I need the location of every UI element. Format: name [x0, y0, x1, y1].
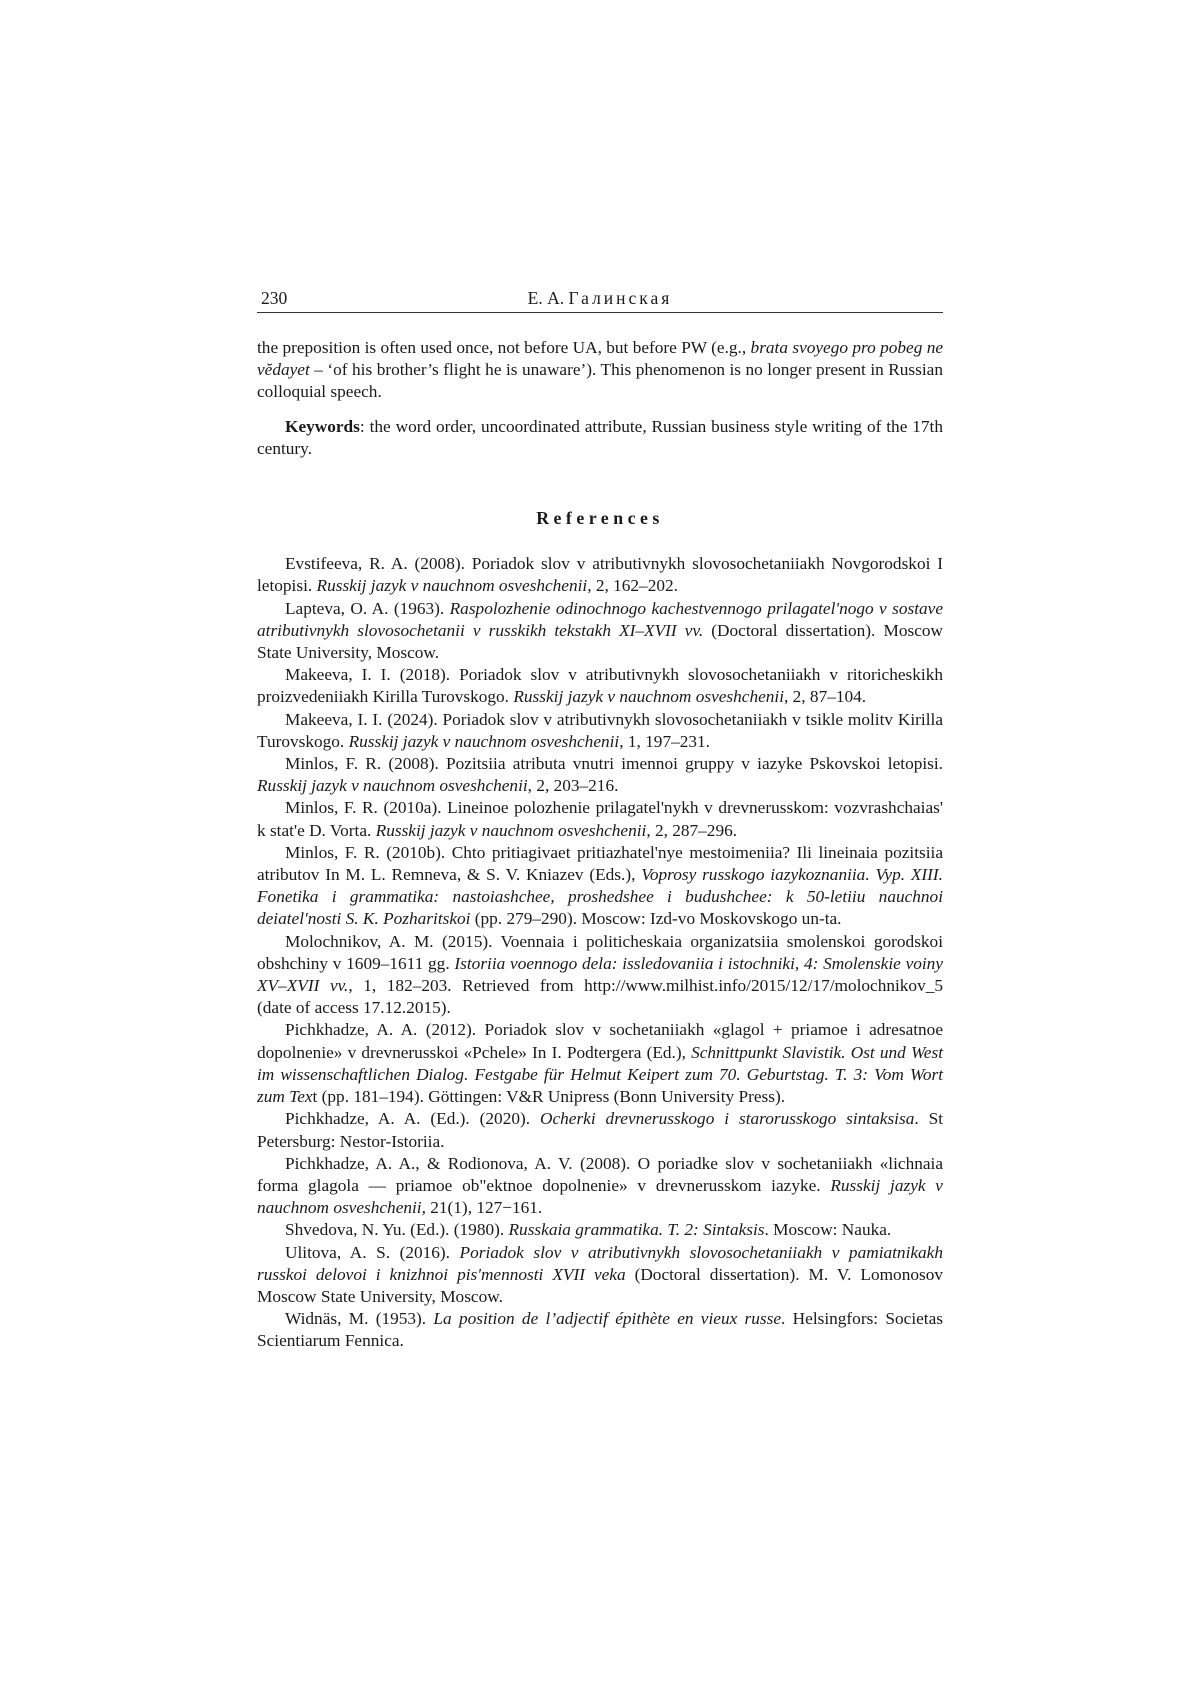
reference-text: Pichkhadze, A. A., & Rodionova, A. V. (2008). O poriadke slov v sochetaniiakh «lichnaia forma glagola — priamoe ob"ektnoe dopolnenie» v drevnerusskom iazyke. [257, 1153, 943, 1195]
reference-item [257, 598, 943, 665]
reference-text: , 2, 287–296. [646, 820, 738, 840]
author-surname: Галинская [568, 288, 673, 308]
journal-page [257, 286, 943, 1353]
reference-title: Russkij jazyk v nauchnom osveshchenii [316, 576, 588, 596]
reference-text: Minlos, F. R. (2008). Pozitsiia atributa vnutri imennoi gruppy v iazyke Pskovskoi letopisi. [285, 754, 943, 774]
reference-title: Russkij jazyk v nauchnom osveshchenii [257, 776, 528, 796]
reference-title: Russkij jazyk v nauchnom osveshchenii [348, 731, 620, 751]
reference-title: Russkij jazyk v nauchnom osveshchenii, [257, 1175, 943, 1218]
reference-text: (Doctoral dissertation). M. V. Lomonosov Moscow State University, Moscow. [257, 1264, 943, 1306]
reference-title: Poriadok slov v atributivnykh slovosochetaniiakh v pamiatnikakh russkoi delovoi i knizhnoi pis'mennosti XVII veka [257, 1242, 943, 1284]
reference-title: Russkaia grammatika. T. 2: Sintaksis [508, 1220, 765, 1240]
reference-text: , 2, 203–216. [527, 776, 619, 796]
keywords-text: : the word order, uncoordinated attribute, Russian business style writing of the 17th century. [257, 416, 943, 458]
reference-title: La position de l’adjectif épithète en vieux russe [433, 1309, 782, 1329]
reference-text: (pp. 279–290). Moscow: Izd-vo Moskovskogo un-ta. [470, 909, 842, 929]
reference-text: , 2, 162–202. [587, 576, 678, 596]
reference-title: Schnittpunkt Slavistik. Ost und West im wissenschaftlichen Dialog. Festgabe für Helmut Keipert zum 70. Geburtstag. T. 3: Vom Wort zum Tex [257, 1042, 943, 1107]
reference-text: . Moscow: Nauka. [764, 1220, 892, 1240]
reference-item [257, 1108, 943, 1152]
reference-text: , 2, 87–104. [784, 687, 867, 707]
reference-title: Voprosy russkogo iazykoznaniia. Vyp. XIII. Fonetika i grammatika: nastoiashchee, proshedshee i budushchee: k 50-letiiu nauchnoi deiatel'nosti S. K. Pozharitskoi [257, 865, 943, 929]
keywords-label: Keywords [285, 416, 360, 436]
references-heading: References [536, 508, 664, 529]
running-author [257, 286, 943, 310]
reference-item [257, 797, 943, 841]
reference-text: (Doctoral dissertation). Moscow State University, Moscow. [257, 620, 943, 663]
reference-item [257, 553, 943, 597]
reference-text: t (pp. 181–194). Göttingen: V&R Unipress (Bonn University Press). [312, 1087, 786, 1107]
reference-title: Russkij jazyk v nauchnom osveshchenii [513, 687, 784, 707]
reference-text: Pichkhadze, A. A. (Ed.). (2020). [285, 1109, 540, 1129]
reference-item [257, 1308, 943, 1352]
reference-title: Istoriia voennogo dela: issledovaniia i istochniki, 4: Smolenskie voiny XV–XVII vv. [257, 953, 943, 996]
running-header [257, 286, 943, 313]
reference-text: , 1, 197–231. [619, 731, 710, 751]
reference-title: Russkij jazyk v nauchnom osveshchenii [375, 820, 647, 840]
reference-item [257, 1219, 943, 1241]
reference-text: Evstifeeva, R. A. (2008). Poriadok slov v atributivnykh slovosochetaniiakh Novgorodskoi I letopisi. [257, 554, 943, 596]
reference-item [257, 1019, 943, 1108]
reference-title: Ocherki drevnerusskogo i starorusskogo sintaksisa [539, 1109, 915, 1129]
reference-text: Makeeva, I. I. (2024). Poriadok slov v atributivnykh slovosochetaniiakh v tsikle molitv Kirilla Turovskogo. [257, 709, 943, 751]
abstract-example: brata svoyego pro pobeg ne vĕdayet [257, 338, 944, 380]
reference-text: Widnäs, M. (1953). [285, 1309, 434, 1329]
reference-list [257, 553, 943, 1352]
reference-item [257, 753, 943, 797]
author-initials: Е. А. [527, 288, 565, 308]
reference-text: Shvedova, N. Yu. (Ed.). (1980). [285, 1220, 509, 1240]
reference-text: Makeeva, I. I. (2018). Poriadok slov v atributivnykh slovosochetaniiakh v ritoricheskikh proizvedeniiakh Kirilla Turovskogo. [257, 665, 943, 707]
keywords-paragraph [257, 416, 943, 460]
reference-title: Raspolozhenie odinochnogo kachestvennogo prilagatel'nogo v sostave atributivnykh slovosochetanii v russkikh tekstakh XI–XVII vv. [257, 598, 943, 640]
reference-item [257, 664, 943, 708]
reference-text: . Helsingfors: Societas Scientiarum Fennica. [257, 1309, 943, 1351]
abstract-text-before: the preposition is often used once, not before UA, but before PW (e.g., [257, 338, 751, 357]
reference-text: 21(1), 127−161. [425, 1198, 543, 1218]
page-number: 230 [261, 288, 288, 308]
reference-text: Molochnikov, A. M. (2015). Voennaia i politicheskaia organizatsiia smolenskoi gorodskoi obshchiny v 1609–1611 gg. [257, 931, 943, 973]
reference-item [257, 1242, 943, 1309]
abstract-text-after: – ‘of his brother’s flight he is unaware’). This phenomenon is no longer present in Russian colloquial speech. [257, 360, 943, 402]
abstract-continuation [257, 337, 943, 404]
reference-text: Pichkhadze, A. A. (2012). Poriadok slov v sochetaniiakh «glagol + priamoe i adresatnoe dopolnenie» v drevnerusskoi «Pchele» In I. Podtergera (Ed.), [257, 1020, 943, 1062]
reference-item [257, 1153, 943, 1220]
reference-text: Minlos, F. R. (2010b). Chto pritiagivaet pritiazhatel'nye mestoimeniia? Ili lineinaia pozitsiia atributov In M. L. Remneva, & S. V. Kniazev (Eds.), [257, 842, 943, 885]
reference-item [257, 709, 943, 753]
reference-text: Ulitova, A. S. (2016). [285, 1242, 460, 1262]
reference-text: , 1, 182–203. Retrieved from http://www.milhist.info/​2015/12/17/molochnikov_5 (date of access 17.12.2015). [257, 976, 943, 1018]
reference-text: Minlos, F. R. (2010a). Lineinoe polozhenie prilagatel'nykh v drevnerusskom: vozvrashchaias' k stat'e D. Vorta. [257, 798, 943, 840]
reference-text: . St Petersburg: Nestor-Istoriia. [257, 1109, 944, 1151]
reference-item [257, 842, 943, 931]
reference-item [257, 931, 943, 1020]
reference-text: Lapteva, O. A. (1963). [285, 598, 450, 618]
